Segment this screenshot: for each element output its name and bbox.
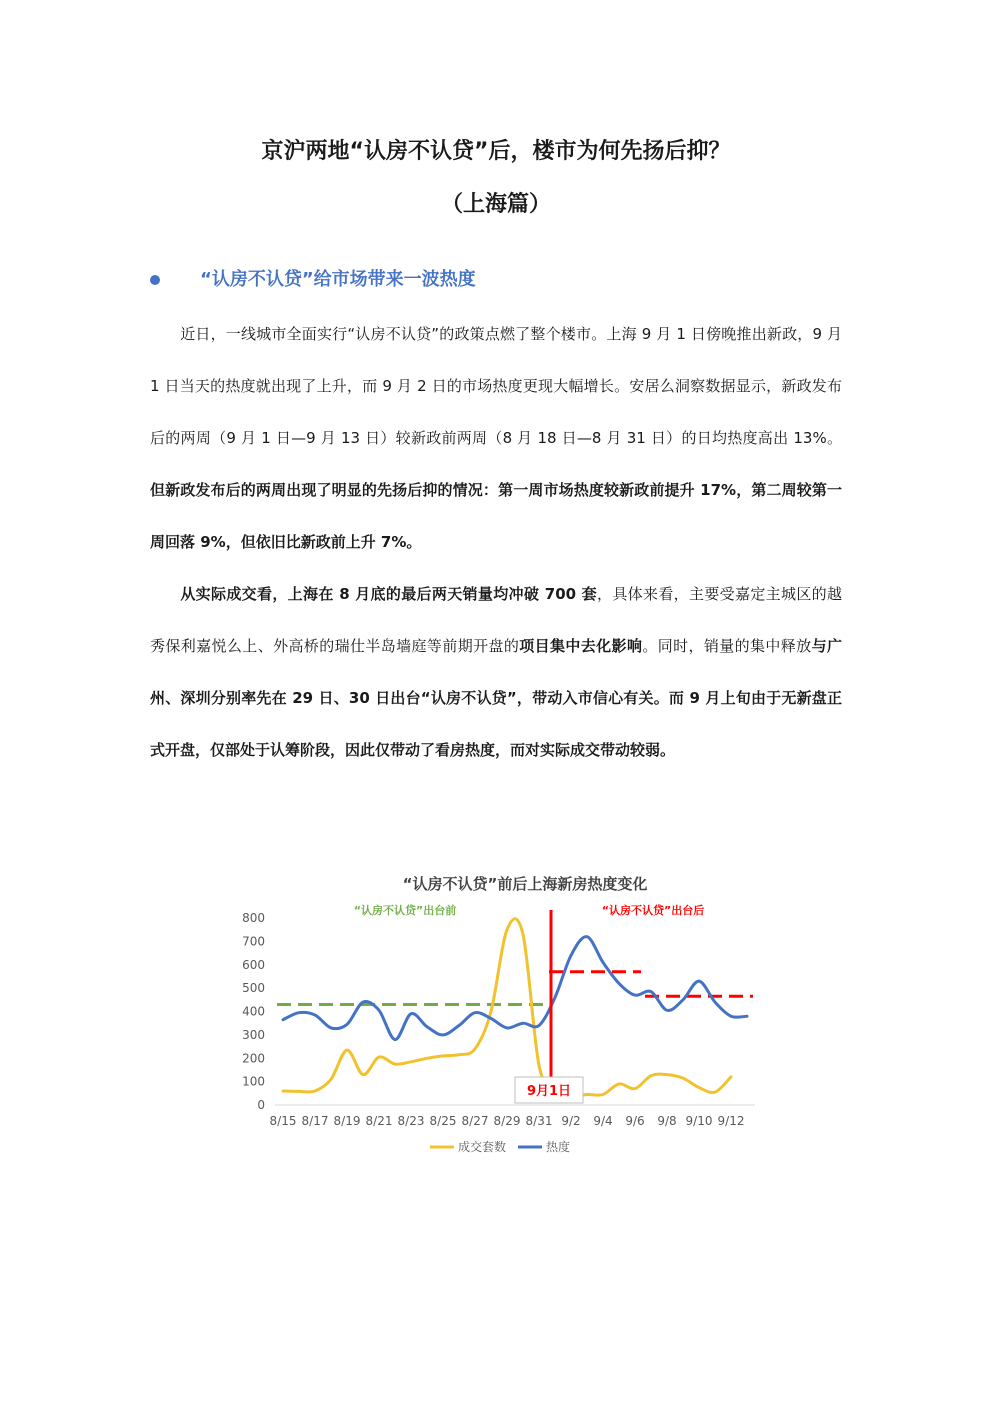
x-tick-label: 9/6	[625, 1114, 645, 1128]
annotation-after: “认房不认贷”出台后	[601, 904, 705, 917]
series-line-heat	[283, 937, 747, 1040]
paragraph-2-text-1: ，具体来看，主要受嘉定主城区的越秀保利嘉悦么上、外高桥的瑞仕半岛墙庭等前期开盘的	[150, 585, 842, 655]
legend-label-sales: 成交套数	[458, 1140, 507, 1154]
x-tick-label: 8/21	[365, 1114, 393, 1128]
paragraph-1-bold: 但新政发布后的两周出现了明显的先扬后抑的情况：第一周市场热度较新政前提升 17%，第二周较第一周回落 9%，但依旧比新政前上升 7%。	[150, 481, 842, 551]
y-tick-label: 800	[242, 911, 265, 925]
page-subtitle: （上海篇）	[440, 192, 551, 217]
y-tick-label: 200	[242, 1051, 265, 1066]
annotation-before: “认房不认贷”出台前	[353, 904, 457, 917]
x-tick-label: 8/15	[269, 1114, 297, 1128]
x-tick-label: 8/31	[525, 1114, 553, 1128]
page-title: 京沪两地“认房不认贷”后，楼市为何先扬后抑？	[261, 139, 731, 164]
x-tick-label: 9/4	[593, 1114, 613, 1128]
x-tick-label: 8/23	[397, 1114, 425, 1128]
paragraph-2	[150, 568, 842, 776]
paragraph-2-bold-1: 从实际成交看，上海在 8 月底的最后两天销量均冲破 700 套	[180, 585, 597, 603]
bullet-dot	[150, 275, 160, 285]
legend-label-heat: 热度	[546, 1140, 571, 1154]
x-tick-label: 8/19	[333, 1114, 361, 1128]
y-tick-label: 100	[242, 1074, 265, 1089]
paragraph-2-bold-2: 项目集中去化影响	[519, 637, 643, 655]
paragraph-1	[150, 308, 842, 568]
heat-chart	[225, 855, 765, 1165]
section-heading	[150, 265, 476, 291]
y-tick-label: 600	[242, 957, 265, 972]
paragraph-2-bold-3: 与广州、深圳分别率先在 29 日、30 日出台“认房不认贷”，带动入市信心有关。而 9 月上旬由于无新盘正式开盘，仅部处于认筹阶段，因此仅带动了看房热度，而对实际成交带动较弱。	[150, 637, 842, 759]
x-tick-label: 8/25	[429, 1114, 457, 1128]
paragraph-2-text-2: 。同时，销量的集中释放	[642, 637, 812, 655]
chart-title: “认房不认贷”前后上海新房热度变化	[402, 875, 648, 893]
y-tick-label: 0	[257, 1098, 265, 1112]
x-tick-label: 9/10	[685, 1114, 713, 1128]
x-tick-label: 8/17	[301, 1114, 329, 1128]
y-tick-label: 300	[242, 1027, 265, 1042]
marker-label: 9月1日	[526, 1084, 572, 1099]
x-tick-label: 8/27	[461, 1114, 489, 1128]
y-tick-label: 500	[242, 981, 265, 996]
x-tick-label: 8/29	[493, 1114, 521, 1128]
y-tick-label: 400	[242, 1004, 265, 1019]
x-tick-label: 9/12	[717, 1114, 745, 1128]
x-tick-label: 9/8	[657, 1114, 677, 1128]
y-tick-label: 700	[242, 934, 265, 949]
paragraph-1-text: 近日，一线城市全面实行“认房不认贷”的政策点燃了整个楼市。上海 9 月 1 日傍晚推出新政，9 月 1 日当天的热度就出现了上升，而 9 月 2 日的市场热度更现大幅增长。安居么洞察数据显示，新政发布后的两周（9 月 1 日—9 月 13 日）较新政前两周（8 月 18 日—8 月 31 日）的日均热度高出 13%。	[150, 325, 842, 447]
x-tick-label: 9/2	[561, 1114, 581, 1128]
section-heading-text: “认房不认贷”给市场带来一波热度	[200, 269, 476, 290]
chart-svg	[225, 855, 765, 1165]
